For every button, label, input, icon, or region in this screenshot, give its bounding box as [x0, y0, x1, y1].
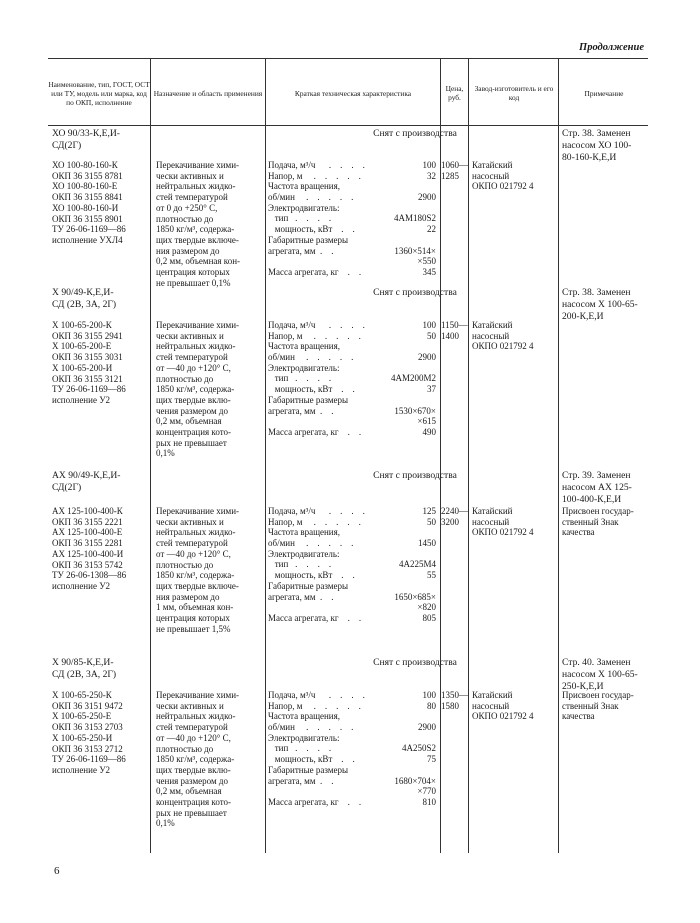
col-divider-4	[468, 58, 469, 853]
header-maker: Завод-изготовитель и его код	[474, 84, 554, 102]
manufacturer: Катайский насосный ОКПО 021792 4	[472, 320, 534, 352]
spec-row	[268, 797, 436, 808]
spec-list	[268, 160, 436, 278]
spec-row	[268, 765, 436, 776]
spec-value: 125	[422, 506, 436, 516]
spec-label: агрегата, мм . .	[268, 591, 334, 602]
spec-label: мощность, кВт . .	[268, 570, 355, 581]
spec-row	[268, 331, 436, 342]
spec-value: ×550	[417, 256, 436, 267]
new-model: Х 100-65-200-К ОКП 36 3155 2941 Х 100-65-200-Е ОКП 36 3155 3031 Х 100-65-200-И ОКП 36 3155 3121 ТУ 26-06-1169—86 исполнение У2	[52, 320, 126, 405]
new-model: Х 100-65-250-К ОКП 36 3151 9472 Х 100-65-250-Е ОКП 36 3153 2703 Х 100-65-250-И ОКП 36 3153 2712 ТУ 26-06-1169—86 исполнение У2	[52, 690, 126, 775]
spec-label	[268, 416, 417, 427]
spec-row	[268, 527, 436, 538]
spec-value: 100	[422, 320, 436, 330]
spec-label: агрегата, мм . .	[268, 775, 334, 786]
header-note: Примечание	[584, 88, 624, 98]
spec-label: тип . . . .	[268, 743, 332, 754]
spec-value: ×770	[417, 786, 436, 797]
purpose-text: Перекачивание хими- чески активных и нейтральных жидко- стей температурой от —40 до +120° С, плотностью до 1850 кг/м³, содержа- щих твердые вклю- чения размером до 0,2 мм, объемная концентрация кото- рых не превышает 0,1%	[156, 320, 240, 459]
note: Присвоен государ- ственный Знак качества	[562, 690, 634, 722]
spec-row	[268, 406, 436, 417]
old-model-note: Стр. 38. Заменен насосом Х 100-65- 200-К,Е,И	[562, 287, 638, 322]
spec-label: Подача, м³/ч . . . .	[268, 160, 365, 170]
col-divider-5	[558, 58, 559, 853]
spec-row	[268, 384, 436, 395]
spec-label: мощность, кВт . .	[268, 754, 355, 765]
spec-value: 490	[422, 426, 436, 437]
spec-row	[268, 224, 436, 235]
purpose-text: Перекачивание хими- чески активных и нейтральных жидко- стей температурой от —40 до +120° С, плотностью до 1850 кг/м³, содержа- щих твердые вклю- чения размером до 0,2 мм, объемная концентрация кото- рых не превышает 0,1%	[156, 690, 240, 829]
spec-value: 1680×704×	[394, 775, 436, 786]
spec-row	[268, 395, 436, 406]
spec-row	[268, 256, 436, 267]
old-model: Х 90/85-К,Е,И- СД (2В, 3А, 2Г)	[52, 657, 117, 680]
spec-row	[268, 341, 436, 352]
removed-from-production: Снят с производства	[373, 128, 457, 139]
spec-value: 32	[427, 170, 436, 181]
spec-value: 2900	[418, 192, 436, 203]
spec-label: Электродвигатель:	[268, 732, 340, 743]
spec-value: 345	[422, 266, 436, 277]
manufacturer: Катайский насосный ОКПО 021792 4	[472, 160, 534, 192]
spec-row	[268, 613, 436, 624]
spec-row	[268, 213, 436, 224]
page-number: 6	[54, 865, 60, 877]
spec-row	[268, 246, 436, 257]
spec-value: 4АМ180S2	[393, 213, 436, 224]
spec-label: мощность, кВт . .	[268, 224, 355, 235]
spec-row	[268, 743, 436, 754]
price: 1150— 1400	[441, 320, 468, 341]
spec-row	[268, 171, 436, 182]
spec-label	[268, 256, 417, 267]
spec-value: 4АМ200М2	[390, 373, 436, 384]
spec-label: Габаритные размеры	[268, 764, 349, 775]
spec-row	[268, 538, 436, 549]
spec-value: 4А225М4	[398, 559, 436, 570]
spec-value: 805	[422, 612, 436, 623]
manufacturer: Катайский насосный ОКПО 021792 4	[472, 506, 534, 538]
spec-value: 1650×685×	[394, 591, 436, 602]
spec-value: 80	[427, 700, 436, 711]
spec-row	[268, 427, 436, 438]
col-divider-1	[150, 58, 151, 853]
spec-row	[268, 602, 436, 613]
spec-label: Напор, м . . . . .	[268, 330, 361, 341]
spec-list	[268, 690, 436, 808]
spec-value: ×615	[417, 416, 436, 427]
spec-label: об/мин . . . . .	[268, 192, 354, 203]
spec-label: Электродвигатель:	[268, 362, 340, 373]
price: 2240— 3200	[441, 506, 468, 527]
note: Присвоен государ- ственный Знак качества	[562, 506, 634, 538]
purpose-text: Перекачивание хими- чески активных и нейтральных жидко- стей температурой от —40 до +120° С, плотностью до 1850 кг/м³, содержа- щих твердые включе- ния размером до 1 мм, объемная кон- центрация которых не превышает 1,5%	[156, 506, 240, 634]
spec-row	[268, 235, 436, 246]
spec-label: Подача, м³/ч . . . .	[268, 506, 365, 516]
spec-list	[268, 320, 436, 438]
new-model: ХО 100-80-160-К ОКП 36 3155 8781 ХО 100-80-160-Е ОКП 36 3155 8841 ХО 100-80-160-И ОКП 36 3155 8901 ТУ 26-06-1169—86 исполнение УХЛ4	[52, 160, 126, 245]
spec-row	[268, 786, 436, 797]
spec-row	[268, 267, 436, 278]
spec-label: агрегата, мм . .	[268, 405, 334, 416]
spec-label: тип . . . .	[268, 373, 332, 384]
spec-value: 4А250S2	[401, 743, 436, 754]
spec-label: об/мин . . . . .	[268, 722, 354, 733]
old-model: ХО 90/33-К,Е,И- СД(2Г)	[52, 128, 120, 151]
spec-row	[268, 160, 436, 171]
spec-label: об/мин . . . . .	[268, 352, 354, 363]
spec-row	[268, 517, 436, 528]
spec-row	[268, 363, 436, 374]
spec-row	[268, 733, 436, 744]
spec-label: Масса агрегата, кг . .	[268, 612, 362, 623]
removed-from-production: Снят с производства	[373, 287, 457, 298]
spec-value: 55	[427, 570, 436, 581]
spec-row	[268, 776, 436, 787]
spec-label: Частота вращения,	[268, 341, 341, 352]
spec-row	[268, 416, 436, 427]
manufacturer: Катайский насосный ОКПО 021792 4	[472, 690, 534, 722]
spec-row	[268, 754, 436, 765]
spec-label: Подача, м³/ч . . . .	[268, 320, 365, 330]
removed-from-production: Снят с производства	[373, 470, 457, 481]
spec-value: 100	[422, 160, 436, 170]
spec-row	[268, 373, 436, 384]
spec-value: 1450	[418, 538, 436, 549]
spec-row	[268, 701, 436, 712]
spec-value: 100	[422, 690, 436, 700]
spec-label: Электродвигатель:	[268, 548, 340, 559]
spec-label: Частота вращения,	[268, 527, 341, 538]
spec-label: агрегата, мм . .	[268, 245, 334, 256]
spec-row	[268, 570, 436, 581]
spec-label: Габаритные размеры	[268, 580, 349, 591]
spec-label: Напор, м . . . . .	[268, 516, 361, 527]
spec-row	[268, 549, 436, 560]
spec-value: 1530×670×	[394, 405, 436, 416]
spec-value: 37	[427, 384, 436, 395]
old-model: АХ 90/49-К,Е,И- СД(2Г)	[52, 470, 121, 493]
header-price: Цена, руб.	[445, 84, 464, 102]
spec-row	[268, 203, 436, 214]
removed-from-production: Снят с производства	[373, 657, 457, 668]
spec-value: 810	[422, 796, 436, 807]
spec-label: Масса агрегата, кг . .	[268, 426, 362, 437]
spec-row	[268, 352, 436, 363]
price: 1350— 1580	[441, 690, 468, 711]
spec-value: 75	[427, 754, 436, 765]
col-divider-2	[265, 58, 266, 853]
spec-label: об/мин . . . . .	[268, 538, 354, 549]
continued-label: Продолжение	[579, 42, 644, 53]
spec-value: 50	[427, 330, 436, 341]
spec-label: Напор, м . . . . .	[268, 700, 361, 711]
spec-value: 22	[427, 224, 436, 235]
spec-label: тип . . . .	[268, 213, 332, 224]
spec-label: Масса агрегата, кг . .	[268, 266, 362, 277]
spec-label	[268, 602, 417, 613]
spec-label: Масса агрегата, кг . .	[268, 796, 362, 807]
spec-row	[268, 581, 436, 592]
spec-row	[268, 711, 436, 722]
spec-label: Подача, м³/ч . . . .	[268, 690, 365, 700]
spec-label: Частота вращения,	[268, 181, 341, 192]
price: 1060— 1285	[441, 160, 468, 181]
spec-label: Электродвигатель:	[268, 202, 340, 213]
header-purpose: Назначение и область применения	[153, 88, 263, 98]
header-spec: Краткая техническая характеристика	[294, 88, 412, 98]
spec-row	[268, 192, 436, 203]
spec-label	[268, 786, 417, 797]
spec-row	[268, 181, 436, 192]
spec-value: 2900	[418, 722, 436, 733]
spec-label: Габаритные размеры	[268, 394, 349, 405]
spec-value: 1360×514×	[394, 245, 436, 256]
spec-row	[268, 506, 436, 517]
new-model: АХ 125-100-400-К ОКП 36 3155 2221 АХ 125-100-400-Е ОКП 36 3155 2281 АХ 125-100-400-И ОКП 36 3153 5742 ТУ 26-06-1308—86 исполнение У2	[52, 506, 127, 591]
old-model-note: Стр. 39. Заменен насосом АХ 125- 100-400-К,Е,И	[562, 470, 632, 505]
spec-value: 50	[427, 516, 436, 527]
spec-label: Частота вращения,	[268, 711, 341, 722]
spec-row	[268, 722, 436, 733]
spec-value: 2900	[418, 352, 436, 363]
old-model-note: Стр. 38. Заменен насосом ХО 100- 80-160-К,Е,И	[562, 128, 632, 163]
old-model: Х 90/49-К,Е,И- СД (2В, 3А, 2Г)	[52, 287, 117, 310]
spec-label: Габаритные размеры	[268, 234, 349, 245]
spec-list	[268, 506, 436, 624]
header-name: Наименование, тип, ГОСТ, ОСТ или ТУ, модель или марка, код по ОКП, исполнение	[48, 79, 150, 107]
spec-row	[268, 320, 436, 331]
spec-label: тип . . . .	[268, 559, 332, 570]
spec-row	[268, 592, 436, 603]
purpose-text: Перекачивание хими- чески активных и нейтральных жидко- стей температурой от 0 до +250° С, плотностью до 1850 кг/м³, содержа- щих твердые включе- ния размером до 0,2 мм, объемная кон- центрация которых не превышает 0,1%	[156, 160, 241, 288]
spec-label: Напор, м . . . . .	[268, 170, 361, 181]
spec-value: ×820	[417, 602, 436, 613]
spec-row	[268, 690, 436, 701]
old-model-note: Стр. 40. Заменен насосом Х 100-65- 250-К,Е,И	[562, 657, 638, 692]
spec-row	[268, 559, 436, 570]
spec-label: мощность, кВт . .	[268, 384, 355, 395]
